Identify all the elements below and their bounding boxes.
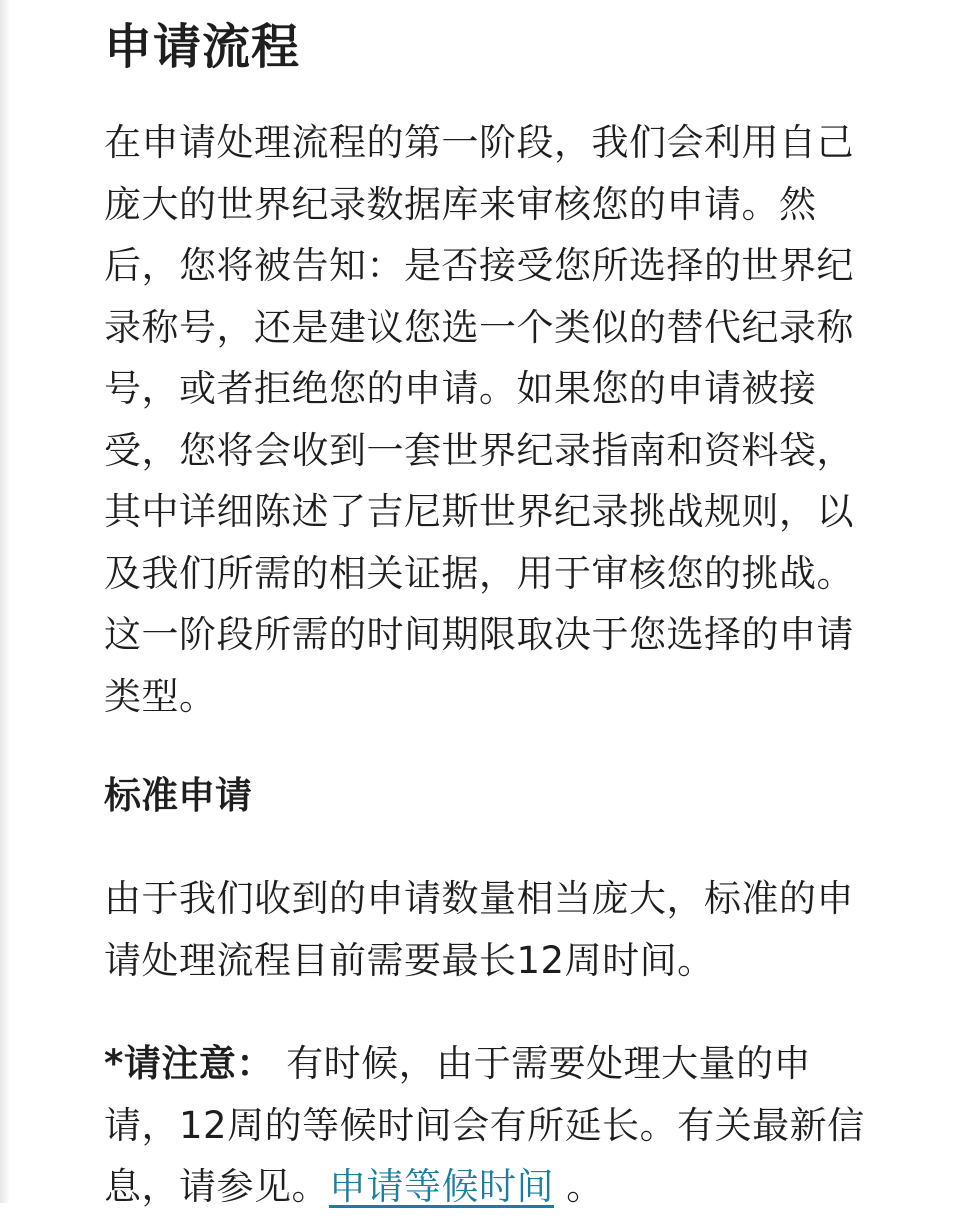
page-edge-shadow: [0, 0, 10, 1203]
standard-paragraph: 由于我们收到的申请数量相当庞大，标准的申请处理流程目前需要最长12周时间。: [104, 877, 854, 982]
article: [104, 12, 884, 1218]
page-title: 申请流程: [104, 19, 301, 75]
note-text: 有时候，由于需要处理大量的申请，12周的等候时间会有所延长。有关最新信息，请参见。: [104, 1042, 865, 1208]
waiting-time-link[interactable]: 申请等候时间: [329, 1165, 554, 1208]
note-label: *请注意：: [104, 1042, 274, 1085]
section-heading-standard: 标准申请: [104, 774, 252, 817]
intro-paragraph: 在申请处理流程的第一阶段，我们会利用自己庞大的世界纪录数据库来审核您的申请。然后，您将被告知：是否接受您所选择的世界纪录称号，还是建议您选一个类似的替代纪录称号，或者拒绝您的申请。如果您的申请被接受，您将会收到一套世界纪录指南和资料袋，其中详细陈述了吉尼斯世界纪录挑战规则，以及我们所需的相关证据，用于审核您的挑战。这一阶段所需的时间期限取决于您选择的申请类型。: [104, 121, 854, 718]
note-paragraph: [104, 1033, 879, 1218]
note-end: 。: [554, 1165, 604, 1208]
